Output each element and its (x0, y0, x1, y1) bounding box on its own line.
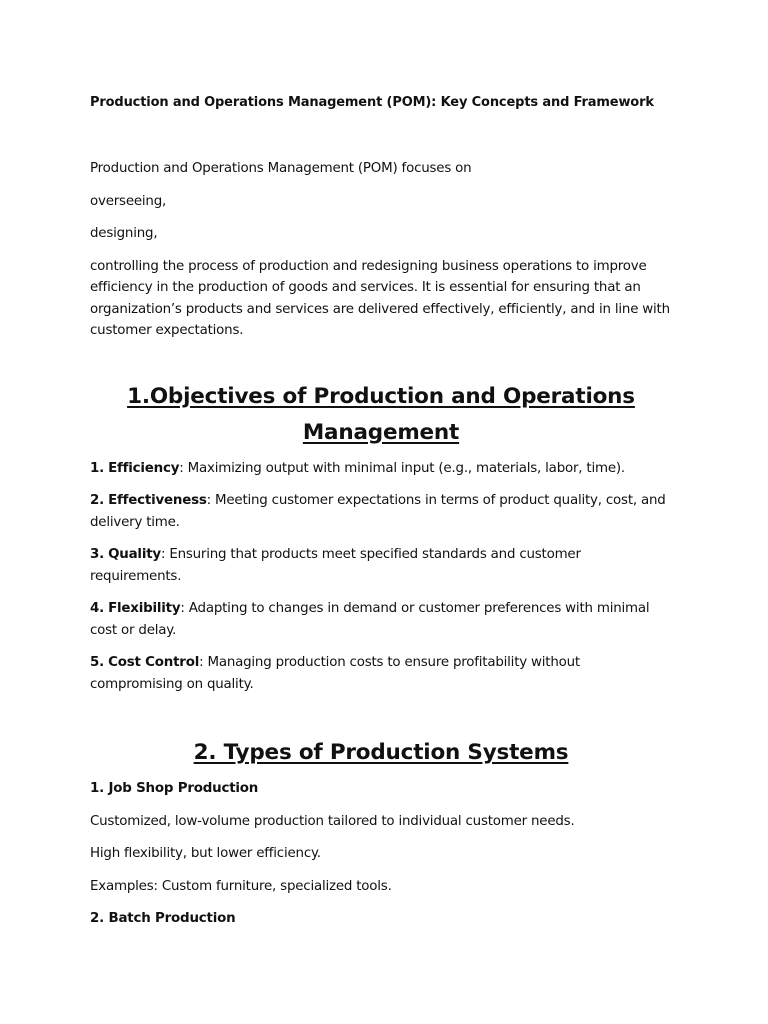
section-heading-production-systems: 2. Types of Production Systems (193, 740, 569, 765)
objective-description: : Managing production costs to ensure profitability without compromising on quality. (90, 655, 580, 692)
objective-description: : Adapting to changes in demand or customer preferences with minimal cost or delay. (90, 601, 650, 638)
section-heading-objectives: 1.Objectives of Production and Operations Management (127, 383, 635, 445)
objective-description: : Meeting customer expectations in terms of product quality, cost, and delivery time. (90, 493, 666, 530)
intro-paragraph-1: Production and Operations Management (POM) focuses on (90, 161, 472, 176)
objective-item-cost-control (90, 652, 672, 695)
objective-description: : Maximizing output with minimal input (e.g., materials, labor, time). (179, 460, 625, 476)
objective-item-efficiency (90, 458, 672, 480)
objective-term: Effectiveness (108, 493, 207, 508)
objective-number: 3. (90, 547, 105, 562)
job-shop-line-1: Customized, low-volume production tailored to individual customer needs. (90, 813, 575, 829)
objective-item-effectiveness (90, 490, 672, 533)
job-shop-line-2: High flexibility, but lower efficiency. (90, 846, 321, 861)
subheading-batch-production: 2. Batch Production (90, 911, 236, 926)
intro-paragraph-3: designing, (90, 226, 158, 241)
subheading-job-shop-production: 1. Job Shop Production (90, 781, 259, 796)
objective-description: : Ensuring that products meet specified standards and customer requirements. (90, 547, 581, 584)
objective-term: Flexibility (108, 601, 181, 616)
objective-number: 4. (90, 601, 105, 616)
document-title: Production and Operations Management (POM): Key Concepts and Framework (90, 95, 654, 110)
objective-number: 5. (90, 655, 105, 670)
objective-number: 2. (90, 493, 105, 508)
intro-paragraph-2: overseeing, (90, 193, 167, 209)
objective-number: 1. (90, 460, 105, 476)
objective-term: Cost Control (108, 655, 200, 670)
intro-paragraph-4: controlling the process of production and redesigning business operations to improve efficiency in the production of goods and services. It is essential for ensuring that an organization’s products and services are delivered effectively, efficiently, and in line with customer expectations. (90, 258, 670, 338)
job-shop-line-3: Examples: Custom furniture, specialized tools. (90, 878, 392, 894)
objectives-list (90, 458, 672, 696)
objective-item-flexibility (90, 598, 672, 641)
objective-term: Efficiency (108, 460, 180, 476)
objective-item-quality (90, 544, 672, 587)
objective-term: Quality (108, 547, 161, 562)
